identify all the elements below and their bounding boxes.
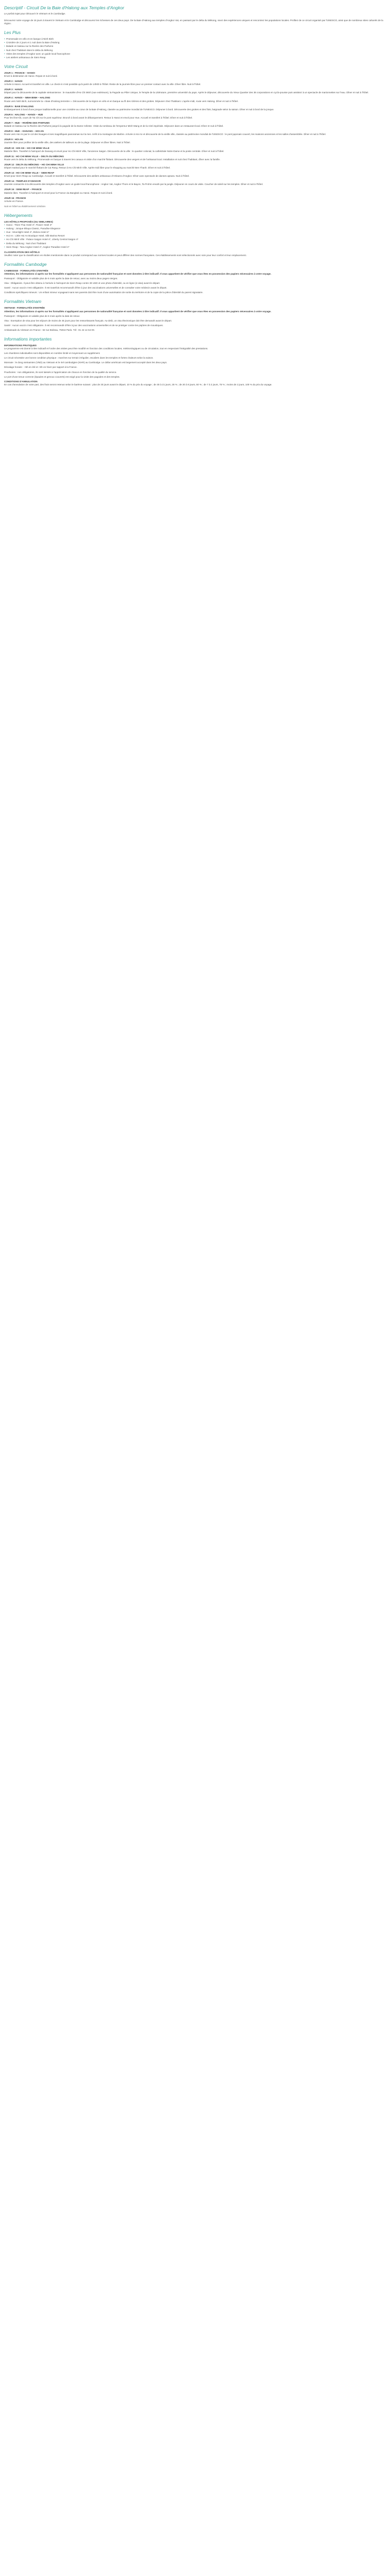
itinerary-day xyxy=(4,88,387,94)
day-text: Départ matinal pour le marché flottant de Cai Rang. Retour à Ho Chi Minh Ville. Après-midi libre pour le shopping au marché Ben Thanh. Dîner et nuit à l'hôtel. xyxy=(4,166,171,169)
day-text: Envol pour Siem Reap au Cambodge. Accueil et transfert à l'hôtel. Découverte des ateliers artisanaux d'Artisans d'Angkor. Dîner avec spectacle de danses apsara. Nuit à l'hôtel. xyxy=(4,175,190,178)
practical-info-paragraph: Le port d'une tenue correcte (épaules et genoux couverts) est exigé pour la visite des pagodes et des temples. xyxy=(4,375,120,378)
practical-info-paragraph: Décalage horaire : +5h en été et +6h en hiver par rapport à la France. xyxy=(4,366,77,369)
highlight-item: • Visite des temples d'Angkor avec un guide local francophone xyxy=(4,53,387,56)
day-text: Journée libre pour profiter de la vieille ville, des ateliers de tailleurs ou de la plage. Déjeuner et dîner libres. Nuit à l'hôtel. xyxy=(4,141,131,144)
lodging-item: • Hue : Moonlight Hotel 4*, Eldora Hotel 4* xyxy=(4,231,387,234)
formalities-paragraph: Passeport : Obligatoire et valable plus de 6 mois après la date de retour, avec au moins deux pages vierges. xyxy=(4,277,118,280)
formalities-paragraph: Ambassade du Vietnam en France : 62 rue Boileau, 75016 Paris. Tél : 01 44 14 64 00. xyxy=(4,328,95,331)
highlights-list xyxy=(4,38,387,59)
day-heading: JOUR 10 : HOI AN – HO CHI MINH VILLE xyxy=(4,146,50,149)
highlight-item: • Nuit chez l'habitant dans le delta du Mékong xyxy=(4,49,387,52)
day-text: Route vers Hoi An par le col des Nuages et ses magnifiques panoramas sur la mer. Arrêt à la montagne de Marbre. Arrivée à Hoi An et découverte de la vieille ville, classée au patrimoine mondial de l'UNESCO : le pont japonais couvert, les maisons anciennes et les salles d'assemblée. Dîner et nuit à l'hôtel. xyxy=(4,133,326,136)
practical-info-paragraph: Le programme est donné à titre indicatif et l'ordre des visites peut être modifié en fonction des conditions locales, météorologiques ou de circulation, tout en respectant l'intégralité des prestations. xyxy=(4,347,208,350)
lodging-list xyxy=(4,224,387,249)
formalities-paragraph: Conditions spécifiques mineurs : Un enfant mineur voyageant sans ses parents doit être muni d'une autorisation de sortie du territoire et de la copie de la pièce d'identité du parent signataire. xyxy=(4,291,203,294)
intro-paragraph: Découvrez notre voyage de 16 jours à travers le Vietnam et le Cambodge et découvrez les richesses de ces deux pays. De la Baie d'Halong aux temples d'Angkor Vat, en passant par le delta du Mékong, vivez des expériences uniques et rencontrez les populations locales. Profitez de ce circuit organisé par l'UNESCO, ainsi que de nombreux sites culturels de la région. xyxy=(4,19,383,25)
practical-info-paragraph: Les chambres individuelles sont disponibles en nombre limité et moyennant un supplément. xyxy=(4,352,101,355)
lodging-item: • Siem Reap : Tara Angkor Hotel 4*, Angkor Paradise Hotel 4* xyxy=(4,246,387,249)
day-text: Pour les lève-tôt, cours de Tai Chi sur le pont supérieur. Brunch à bord avant le débarquement. Retour à Hanoi et envol pour Hue. Accueil et transfert à l'hôtel. Dîner et nuit à l'hôtel. xyxy=(4,116,193,119)
formalities-paragraph: Santé : Aucun vaccin n'est obligatoire. Il est toutefois recommandé d'être à jour des vaccinations universelles et de consulter votre médecin avant le départ. xyxy=(4,286,167,290)
itinerary-title: Votre Circuit xyxy=(4,63,28,69)
page-title: Descriptif - Circuit De la Baie d'Halong aux Temples d'Angkor xyxy=(4,5,124,10)
classification-text: Veuillez noter que la classification en étoiles mentionnée dans ce produit correspond aux normes locales et peut différer des normes françaises. Ces établissements sont sélectionnés avec soin pour leur confort et leur emplacement. xyxy=(4,253,247,257)
day-text: Journée consacrée à la découverte des temples d'Angkor avec un guide local francophone : Angkor Vat, Angkor Thom et le Bayon, Ta Prohm envahi par la jungle. Déjeuner en cours de visite. Coucher de soleil sur les temples. Dîner et nuit à l'hôtel. xyxy=(4,183,263,186)
itinerary-day xyxy=(4,155,387,161)
itinerary-day xyxy=(4,130,387,136)
highlight-item: • Les ateliers artisanaux de Siem Reap xyxy=(4,56,387,59)
day-heading: JOUR 7 : HUE – RIVIÈRE DES PARFUMS xyxy=(4,121,50,124)
formalities-cambodia-title: Formalités Cambodge xyxy=(4,261,47,267)
day-text: Balade en bateau sur la Rivière des Parfums jusqu'à la pagode de la Dame Céleste. Visite du tombeau de l'empereur Minh Mang et de la Cité impériale. Déjeuner dans un restaurant local. Dîner et nuit à l'hôtel. xyxy=(4,125,224,128)
day-heading: JOUR 5 : BAIE D'HALONG xyxy=(4,105,34,108)
formalities-paragraph: Visa : Exemption de visa pour les séjours de moins de 45 jours pour les ressortissants français. Au-delà, un visa électronique doit être demandé avant le départ. xyxy=(4,319,172,322)
highlight-item: • Promenade en vélo et en barque à Ninh Binh xyxy=(4,38,387,41)
formalities-paragraph: Attention, les informations ci-après sur les formalités s'appliquent aux personnes de nationalité française et sont données à titre indicatif. Il vous appartient de vérifier que vous êtes en possession des papiers nécessaires à votre voyage. xyxy=(4,272,271,275)
lodging-item: • Ho Chi Minh Ville : Palace Saigon Hotel 4*, Liberty Central Saigon 4* xyxy=(4,238,387,241)
formalities-paragraph: Passeport : Obligatoire et valable plus de 6 mois après la date de retour. xyxy=(4,314,80,317)
day-heading: JOUR 8 : HUE – DANANG – HOI AN xyxy=(4,130,44,133)
document-page xyxy=(0,0,391,398)
lodging-item: • Delta du Mékong : Nuit chez l'habitant xyxy=(4,242,387,245)
day-heading: JOUR 2 : HANOI xyxy=(4,80,23,83)
day-text: Route vers Ninh Binh, surnommée la « Baie d'Halong terrestre ». Découverte de la région en vélo et en barque au fil des rizières et des grottes. Déjeuner chez l'habitant. L'après-midi, route vers Halong. Dîner et nuit à l'hôtel. xyxy=(4,99,238,103)
lodging-item: • Hoi An : Little Hoi An Boutique Hotel, Silk Marina Resort xyxy=(4,234,387,238)
day-text: Embarquement à bord d'une jonque traditionnelle pour une croisière au cœur de la Baie d'Halong, classée au patrimoine mondial de l'UNESCO. Déjeuner à bord. Découverte des grottes et des îlots, baignade selon la saison. Dîner et nuit à bord de la jonque. xyxy=(4,108,274,111)
practical-info-paragraph: Le circuit nécessite une bonne condition physique : marches sur terrain irrégulier, escaliers dans les temples et fortes chaleurs selon la saison. xyxy=(4,357,154,360)
formalities-paragraph: Visa : Obligatoire. Il peut être obtenu à l'arrivée à l'aéroport de Siem Reap contre 30 USD et une photo d'identité, ou en ligne (e-visa) avant le départ. xyxy=(4,282,160,285)
itinerary-day xyxy=(4,72,387,78)
lodging-item: • Hanoi : Thien Thai Hotel 3*, Flower Hotel 3* xyxy=(4,224,387,227)
day-heading: JOUR 1 : FRANCE – HANOI xyxy=(4,71,35,74)
day-text: Arrivée en France. xyxy=(4,199,24,202)
itinerary-days xyxy=(4,72,387,203)
itinerary-day xyxy=(4,96,387,103)
day-heading: JOUR 14 : TEMPLES D'ANGKOR xyxy=(4,180,41,183)
lodging-title: Hébergements xyxy=(4,212,32,218)
page-lead: Le parfait trajet pour découvrir le Vietnam et le Cambodge. xyxy=(4,12,66,15)
itinerary-day xyxy=(4,197,387,203)
highlights-title: Les Plus xyxy=(4,30,21,36)
day-heading: JOUR 12 : DELTA DU MÉKONG – HO CHI MINH VILLE xyxy=(4,163,64,166)
itinerary-day xyxy=(4,113,387,120)
lodging-item: • Halong : Jonque Bhaya Classic, Paradise Elegance xyxy=(4,227,387,230)
itinerary-day xyxy=(4,105,387,111)
day-heading: JOUR 16 : FRANCE xyxy=(4,196,26,199)
cancellation-title: CONDITIONS D'ANNULATION xyxy=(4,380,38,383)
highlight-item: • Croisière de 2 jours et 1 nuit dans la Baie d'Halong xyxy=(4,41,387,44)
itinerary-day xyxy=(4,163,387,170)
cancellation-text: En cas d'annulation de votre part, des frais seront retenus selon le barème suivant : plus de 30 jours avant le départ, 10 % du prix du voyage ; de 30 à 21 jours, 25 % ; de 20 à 8 jours, 50 % ; de 7 à 2 jours, 75 % ; moins de 2 jours, 100 % du prix du voyage. xyxy=(4,383,272,386)
practical-info-paragraph: Monnaie : le dong vietnamien (VND) au Vietnam et le riel cambodgien (KHR) au Cambodge. Le dollar américain est largement accepté dans les deux pays. xyxy=(4,361,168,364)
day-text: Arrivée à Hanoi. Accueil et transfert en ville. Le check-in n'est possible qu'à partir de 14h00 à l'hôtel. Reste de la journée libre pour un premier contact avec la ville. Dîner libre. Nuit à l'hôtel. xyxy=(4,83,201,86)
itinerary-day xyxy=(4,180,387,186)
day-heading: JOUR 3 : HANOI xyxy=(4,88,23,91)
day-text: Matinée libre. Transfert à l'aéroport et envol pour la France via Bangkok ou Hanoi. Repas et nuit à bord. xyxy=(4,191,113,194)
practical-info-subtitle: INFORMATIONS PRATIQUES xyxy=(4,344,37,347)
day-heading: JOUR 15 : SIEM REAP – FRANCE xyxy=(4,188,42,191)
day-heading: JOUR 11 : HO CHI MINH VILLE – DELTA DU MÉKONG xyxy=(4,155,64,158)
day-text: Envol à destination de Hanoi. Repas et nuit à bord. xyxy=(4,74,58,77)
day-heading: JOUR 6 : HALONG – HANOI – HUE xyxy=(4,113,43,116)
itinerary-day xyxy=(4,138,387,144)
formalities-paragraph: Santé : Aucun vaccin n'est obligatoire. Il est recommandé d'être à jour des vaccinations universelles et de se protéger contre les piqûres de moustiques. xyxy=(4,324,164,327)
day-heading: JOUR 4 : HANOI – NINH BINH – HALONG xyxy=(4,96,51,99)
lodging-subtitle: LES HÔTELS PROPOSÉS (OU SIMILAIRES) xyxy=(4,220,53,223)
itinerary-day xyxy=(4,172,387,178)
day-text: Départ pour la découverte de la capitale vietnamienne : le mausolée d'Ho Chi Minh (vue extérieure), la Pagode au Pilier Unique, le Temple de la Littérature, première université du pays. Après le déjeuner, découverte du Vieux Quartier des 36 corporations en cyclo-pousse puis assistez à un spectacle de marionnettes sur l'eau. Dîner et nuit à l'hôtel. xyxy=(4,91,369,94)
itinerary-day xyxy=(4,122,387,128)
highlight-item: • Balade en bateau sur la Rivière des Parfums xyxy=(4,45,387,48)
itinerary-day xyxy=(4,188,387,194)
day-heading: JOUR 13 : HO CHI MINH VILLE – SIEM REAP xyxy=(4,172,54,175)
practical-info-paragraph: Pourboires : non obligatoires, ils sont laissés à l'appréciation de chacun en fonction de la qualité du service. xyxy=(4,370,117,374)
formalities-vietnam-title: Formalités Vietnam xyxy=(4,299,41,304)
day-text: Route vers le delta du Mékong. Promenade en barque à travers les canaux et visite d'un marché flottant. Découverte des vergers et de l'artisanat local. Installation et nuit chez l'habitant, dîner avec la famille. xyxy=(4,158,221,161)
itinerary-day xyxy=(4,147,387,153)
practical-info-title: Informations importantes xyxy=(4,336,52,342)
day-heading: JOUR 9 : HOI AN xyxy=(4,138,23,141)
day-text: Matinée libre. Transfert à l'aéroport de Danang et envol pour Ho Chi Minh Ville, l'ancienne Saigon. Découverte de la ville : le quartier colonial, la cathédrale Notre-Dame et la poste centrale. Dîner et nuit à l'hôtel. xyxy=(4,149,224,152)
itinerary-day xyxy=(4,80,387,86)
formalities-cambodia-subtitle: CAMBODGE - FORMALITÉS D'ENTRÉE xyxy=(4,269,48,272)
formalities-paragraph: Attention, les informations ci-après sur les formalités s'appliquent aux personnes de nationalité française et sont données à titre indicatif. Il vous appartient de vérifier que vous êtes en possession des papiers nécessaires à votre voyage. xyxy=(4,310,271,313)
formalities-vietnam-subtitle: VIETNAM - FORMALITÉS D'ENTRÉE xyxy=(4,307,45,310)
classification-title: CLASSIFICATION DES HÔTELS xyxy=(4,250,40,253)
hotels-note: Nuit en hôtel ou établissement similaire. xyxy=(4,205,46,208)
